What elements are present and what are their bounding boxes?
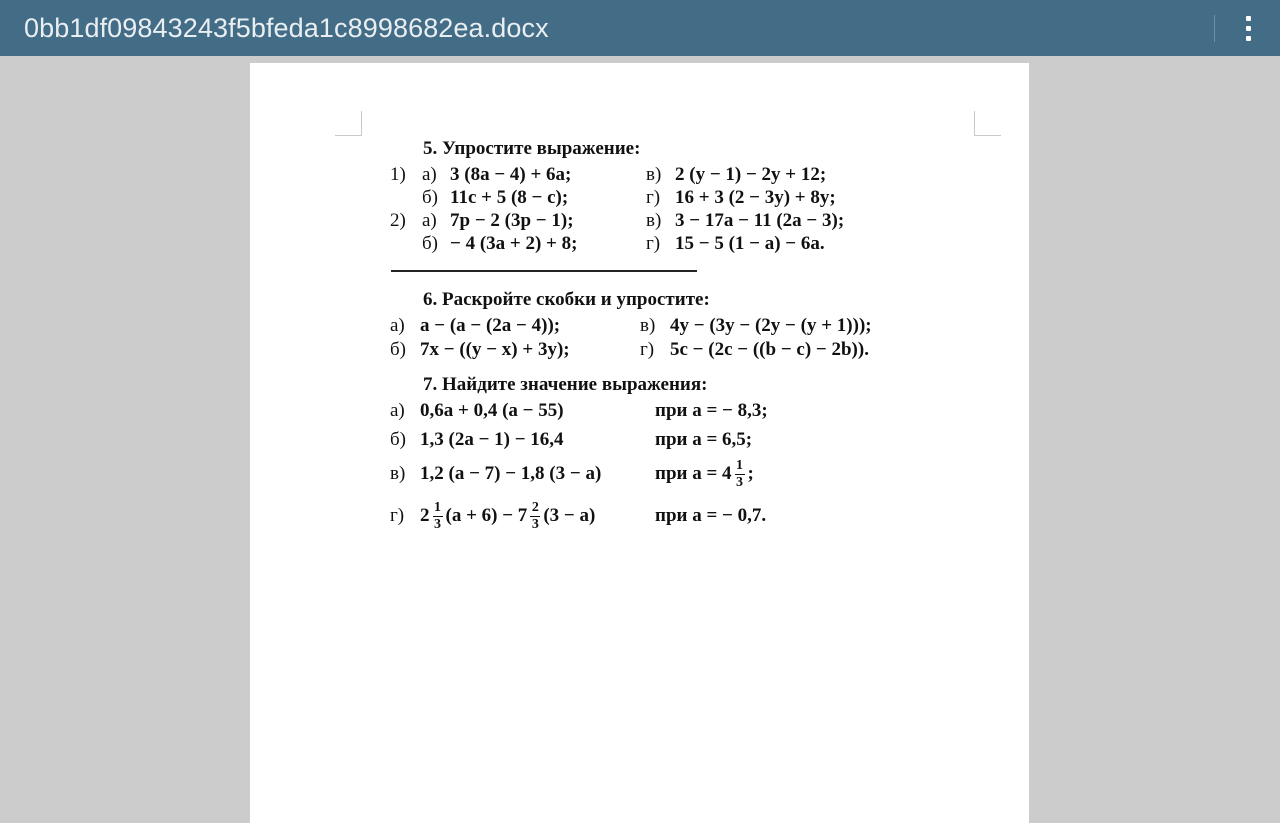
task5-item-expr: 3 (8a − 4) + 6a; (450, 164, 572, 185)
task5-item-label: б) (422, 187, 438, 208)
document-content (250, 63, 1029, 663)
task5-group1-label: 1) (390, 164, 406, 185)
task7-item-expr: 1,2 (a − 7) − 1,8 (3 − a) (420, 463, 602, 484)
task5-item-label: в) (646, 164, 662, 185)
task6-item-label: б) (390, 339, 406, 360)
task5-item-expr: − 4 (3a + 2) + 8; (450, 233, 578, 254)
fraction: $\frac{2}{3}$ (531, 500, 539, 533)
task7-item-condition: при a = − 8,3; (655, 400, 768, 421)
task6-heading: 6. Раскройте скобки и упростите: (423, 289, 710, 310)
app-bar (0, 0, 1280, 56)
task5-item-label: а) (422, 164, 437, 185)
overflow-menu-icon[interactable] (1232, 12, 1264, 44)
task6-item-expr: 7x − ((y − x) + 3y); (420, 339, 570, 360)
task7-item-label: г) (390, 505, 405, 526)
task7-item-condition: при a = 4 $\frac{1}{3}$ ; (655, 458, 754, 491)
task5-item-label: б) (422, 233, 438, 254)
task5-item-expr: 16 + 3 (2 − 3y) + 8y; (675, 187, 836, 208)
task5-item-expr: 15 − 5 (1 − a) − 6a. (675, 233, 825, 254)
task5-item-expr: 3 − 17a − 11 (2a − 3); (675, 210, 845, 231)
task6-item-expr: a − (a − (2a − 4)); (420, 315, 561, 336)
task5-item-label: г) (646, 187, 661, 208)
task5-item-expr: 11c + 5 (8 − c); (450, 187, 569, 208)
fraction: $\frac{1}{3}$ (434, 500, 441, 533)
section-divider (391, 270, 697, 272)
document-title: 0bb1df09843243f5bfeda1c8998682ea.docx (24, 13, 549, 43)
task6-item-label: а) (390, 315, 405, 336)
task7-item-expr: 2 $\frac{1}{3}$ (a + 6) − 7 $\frac{2}{3}$ (3 − a) (420, 500, 596, 533)
appbar-divider (1214, 15, 1215, 42)
task6-item-label: г) (640, 339, 655, 360)
task7-item-label: б) (390, 429, 406, 450)
task5-item-label: г) (646, 233, 661, 254)
task5-heading: 5. Упростите выражение: (423, 138, 641, 159)
task5-group2-label: 2) (390, 210, 406, 231)
document-page[interactable] (250, 63, 1029, 823)
task5-item-expr: 7p − 2 (3p − 1); (450, 210, 574, 231)
task7-heading: 7. Найдите значение выражения: (423, 374, 708, 395)
task6-item-expr: 4y − (3y − (2y − (y + 1))); (670, 315, 872, 336)
task7-item-label: а) (390, 400, 405, 421)
task7-item-condition: при a = − 0,7. (655, 505, 767, 526)
task7-item-expr: 0,6a + 0,4 (a − 55) (420, 400, 564, 421)
fraction: $\frac{1}{3}$ (736, 458, 744, 491)
task7-item-expr: 1,3 (2a − 1) − 16,4 (420, 429, 564, 450)
task6-item-expr: 5c − (2c − ((b − c) − 2b)). (670, 339, 869, 360)
task5-item-label: а) (422, 210, 437, 231)
task6-item-label: в) (640, 315, 656, 336)
task5-item-label: в) (646, 210, 662, 231)
task7-item-label: в) (390, 463, 406, 484)
task7-item-condition: при a = 6,5; (655, 429, 753, 450)
task5-item-expr: 2 (y − 1) − 2y + 12; (675, 164, 827, 185)
